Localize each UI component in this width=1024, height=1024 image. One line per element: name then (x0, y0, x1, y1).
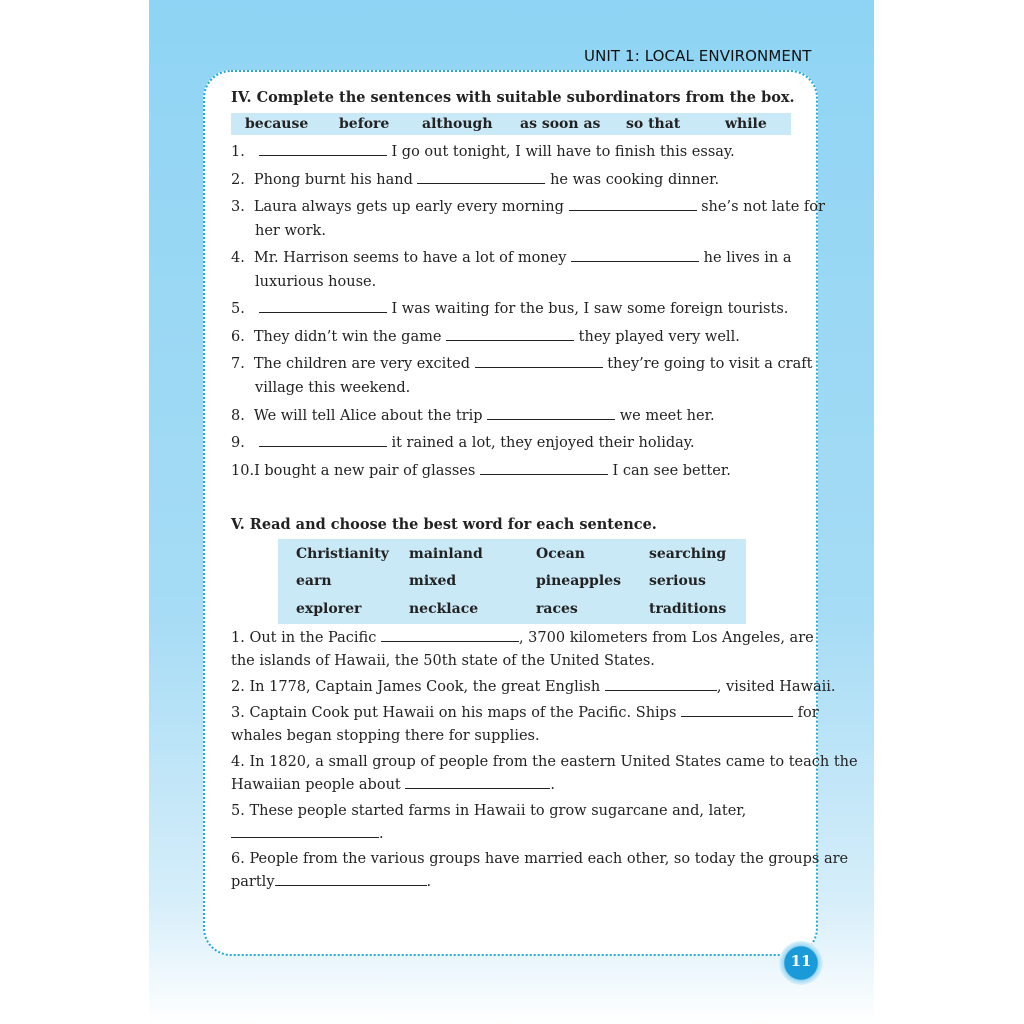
answer-blank[interactable] (259, 432, 387, 447)
answer-blank[interactable] (446, 326, 574, 341)
list-item: 1. Out in the Pacific , 3700 kilometers from Los Angeles, are (231, 627, 814, 649)
answer-blank[interactable] (605, 676, 717, 691)
list-item-continued: village this weekend. (255, 380, 411, 396)
list-item: 5. I was waiting for the bus, I saw some foreign tourists. (231, 298, 788, 320)
list-item-continued: her work. (255, 223, 326, 239)
list-item-continued: Hawaiian people about . (231, 774, 555, 796)
list-item: 2. In 1778, Captain James Cook, the great English , visited Hawaii. (231, 676, 835, 698)
list-item: 6. They didn’t win the game they played very well. (231, 326, 740, 348)
list-item-continued: the islands of Hawaii, the 50th state of the United States. (231, 653, 655, 669)
box-word: necklace (409, 601, 479, 617)
list-item: 3. Laura always gets up early every morning she’s not late for (231, 196, 825, 218)
answer-blank[interactable] (475, 353, 603, 368)
list-item: 10.I bought a new pair of glasses I can see better. (231, 460, 731, 482)
section-5-heading: V. Read and choose the best word for each sentence. (231, 516, 657, 533)
list-item: 6. People from the various groups have married each other, so today the groups are (231, 851, 849, 867)
answer-blank[interactable] (275, 871, 427, 886)
box-word: as soon as (520, 116, 601, 132)
answer-blank[interactable] (487, 405, 615, 420)
box-word: races (536, 601, 578, 617)
subordinator-box (231, 113, 791, 135)
box-word: so that (626, 116, 681, 132)
box-word: serious (649, 573, 706, 589)
box-word: because (245, 116, 309, 132)
page-number: 11 (790, 952, 812, 970)
answer-blank[interactable] (569, 196, 697, 211)
list-item-continued: luxurious house. (255, 274, 377, 290)
box-word: earn (296, 573, 332, 589)
section-4-heading: IV. Complete the sentences with suitable subordinators from the box. (231, 89, 795, 106)
list-item: 9. it rained a lot, they enjoyed their holiday. (231, 432, 695, 454)
list-item: 8. We will tell Alice about the trip we meet her. (231, 405, 715, 427)
box-word: before (339, 116, 390, 132)
box-word: pineapples (536, 573, 621, 589)
list-item: 4. Mr. Harrison seems to have a lot of money he lives in a (231, 247, 792, 269)
list-item: 2. Phong burnt his hand he was cooking dinner. (231, 169, 719, 191)
page-number-badge (779, 941, 823, 985)
box-word: mixed (409, 573, 457, 589)
answer-blank[interactable] (571, 247, 699, 262)
box-word: while (725, 116, 767, 132)
answer-blank[interactable] (480, 460, 608, 475)
list-item: 1. I go out tonight, I will have to finish this essay. (231, 141, 735, 163)
answer-blank[interactable] (417, 169, 545, 184)
box-word: traditions (649, 601, 727, 617)
list-item: 5. These people started farms in Hawaii to grow sugarcane and, later, (231, 803, 747, 819)
box-word: Christianity (296, 546, 389, 562)
box-word: explorer (296, 601, 362, 617)
word-box (278, 539, 746, 624)
list-item: 3. Captain Cook put Hawaii on his maps of the Pacific. Ships for (231, 702, 819, 724)
list-item: 7. The children are very excited they’re going to visit a craft (231, 353, 812, 375)
box-word: Ocean (536, 546, 585, 562)
box-word: although (422, 116, 493, 132)
answer-blank[interactable] (259, 298, 387, 313)
answer-blank[interactable] (231, 823, 379, 838)
answer-blank[interactable] (405, 774, 550, 789)
answer-blank[interactable] (681, 702, 793, 717)
list-item-continued: . (231, 823, 384, 845)
unit-header: UNIT 1: LOCAL ENVIRONMENT (584, 47, 812, 65)
box-word: mainland (409, 546, 483, 562)
list-item-continued: partly . (231, 871, 431, 893)
box-word: searching (649, 546, 727, 562)
list-item-continued: whales began stopping there for supplies. (231, 728, 540, 744)
list-item: 4. In 1820, a small group of people from the eastern United States came to teach the (231, 754, 858, 770)
answer-blank[interactable] (381, 627, 519, 642)
answer-blank[interactable] (259, 141, 387, 156)
